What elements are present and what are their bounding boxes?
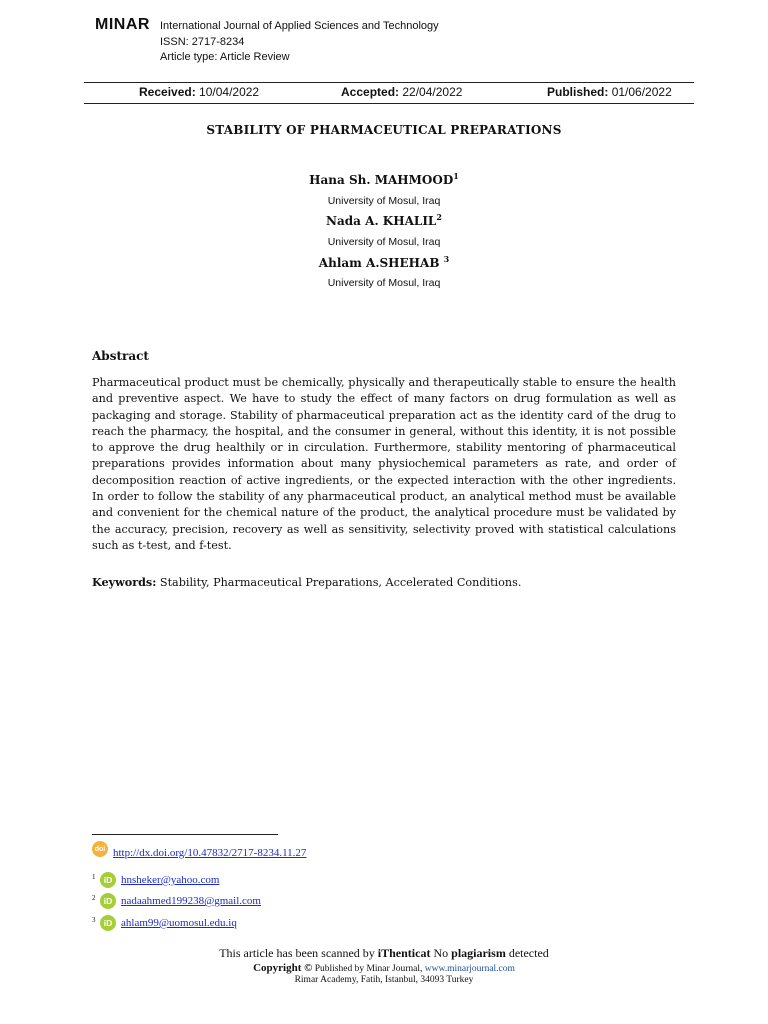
journal-info bbox=[160, 19, 439, 66]
author-3-sup: 3 bbox=[443, 254, 450, 264]
journal-name: International Journal of Applied Sciences and Technology bbox=[160, 20, 439, 32]
date-published bbox=[547, 85, 672, 99]
received-value: 10/04/2022 bbox=[199, 85, 260, 99]
email-link-3[interactable]: ahlam99@uomosul.edu.iq bbox=[121, 917, 237, 929]
doi-icon: doi bbox=[92, 841, 108, 857]
footnote-item bbox=[92, 914, 237, 932]
author-name bbox=[0, 173, 768, 187]
footnote-rule bbox=[92, 834, 278, 835]
footnote-item bbox=[92, 892, 261, 910]
author-2-sup: 2 bbox=[436, 212, 442, 222]
accepted-value: 22/04/2022 bbox=[402, 85, 463, 99]
accepted-label: Accepted: bbox=[341, 85, 400, 99]
scan-prefix: This article has been scanned by bbox=[219, 946, 378, 960]
doi-row bbox=[92, 844, 306, 862]
orcid-icon[interactable]: iD bbox=[100, 893, 116, 909]
header-rule-bottom bbox=[84, 103, 694, 104]
header-rule-top bbox=[84, 82, 694, 83]
paper-title: STABILITY OF PHARMACEUTICAL PREPARATIONS bbox=[206, 123, 562, 137]
author-3-name: Ahlam A.SHEHAB bbox=[318, 256, 444, 270]
published-by: Published by Minar Journal, bbox=[312, 964, 425, 974]
footnote-number: 3 bbox=[92, 916, 96, 924]
received-label: Received: bbox=[139, 85, 196, 99]
orcid-icon[interactable]: iD bbox=[100, 872, 116, 888]
scan-tool: iThenticat bbox=[377, 946, 431, 960]
keywords-list: Stability, Pharmaceutical Preparations, Accelerated Conditions. bbox=[156, 576, 522, 589]
date-received bbox=[139, 85, 259, 99]
journal-issn: ISSN: 2717-8234 bbox=[160, 35, 245, 48]
footnote-item bbox=[92, 871, 219, 889]
copyright-label: Copyright © bbox=[253, 962, 313, 974]
doi-link[interactable]: http://dx.doi.org/10.47832/2717-8234.11.27 bbox=[113, 847, 307, 859]
author-1-affiliation: University of Mosul, Iraq bbox=[327, 195, 441, 207]
author-1-name: Hana Sh. MAHMOOD bbox=[309, 173, 454, 187]
abstract-body: Pharmaceutical product must be chemically, physically and therapeutically stable to ensure the health and preventive aspect. We have to study the effect of many factors on drug formulation as well as packaging and storage. Stability of pharmaceutical preparation act as the identity card of the drug to reach the pharmacy, the hospital, and the consumer in general, without this identity, it is not possible to approve the drug healthily or in circulation. Furthermore, stability mentoring of pharmaceutical preparations provides information about many physiochemical parameters as rate, and order of decomposition reaction of active ingredients, or the expected interaction with the other ingredients. In order to follow the stability of any pharmaceutical product, an analytical method must be available and convenient for the chemical nature of the product, the analytical procedure must be validated by the accuracy, precision, recovery as well as sensitivity, selectivity proved with statistical calculations such as t-test, and f-test. bbox=[92, 376, 676, 552]
keywords bbox=[92, 574, 682, 591]
email-link-2[interactable]: nadaahmed199238@gmail.com bbox=[121, 895, 261, 907]
copyright-line bbox=[0, 962, 768, 974]
journal-brand: MINAR bbox=[95, 16, 150, 33]
email-link-1[interactable]: hnsheker@yahoo.com bbox=[121, 874, 220, 886]
scan-no: No bbox=[430, 946, 452, 960]
published-label: Published: bbox=[547, 85, 609, 99]
author-name bbox=[0, 214, 768, 228]
orcid-icon[interactable]: iD bbox=[100, 915, 116, 931]
published-value: 01/06/2022 bbox=[611, 85, 672, 99]
plagiarism-notice bbox=[0, 946, 768, 961]
footnote-number: 2 bbox=[92, 894, 96, 902]
journal-site-link[interactable]: www.minarjournal.com bbox=[424, 964, 515, 974]
author-2-affiliation: University of Mosul, Iraq bbox=[327, 236, 441, 248]
abstract-heading: Abstract bbox=[92, 349, 149, 363]
author-2-name: Nada A. KHALIL bbox=[326, 214, 437, 228]
author-name bbox=[0, 256, 768, 270]
keywords-label: Keywords: bbox=[92, 575, 157, 589]
scan-suffix: detected bbox=[505, 946, 549, 960]
article-type: Article type: Article Review bbox=[160, 51, 290, 63]
scan-plagiarism: plagiarism bbox=[451, 946, 506, 960]
author-1-sup: 1 bbox=[453, 171, 459, 181]
date-accepted bbox=[341, 85, 462, 99]
footnote-number: 1 bbox=[92, 873, 96, 881]
author-3-affiliation: University of Mosul, Iraq bbox=[327, 277, 441, 289]
publisher-address: Rimar Academy, Fatih, Istanbul, 34093 Turkey bbox=[294, 975, 474, 985]
